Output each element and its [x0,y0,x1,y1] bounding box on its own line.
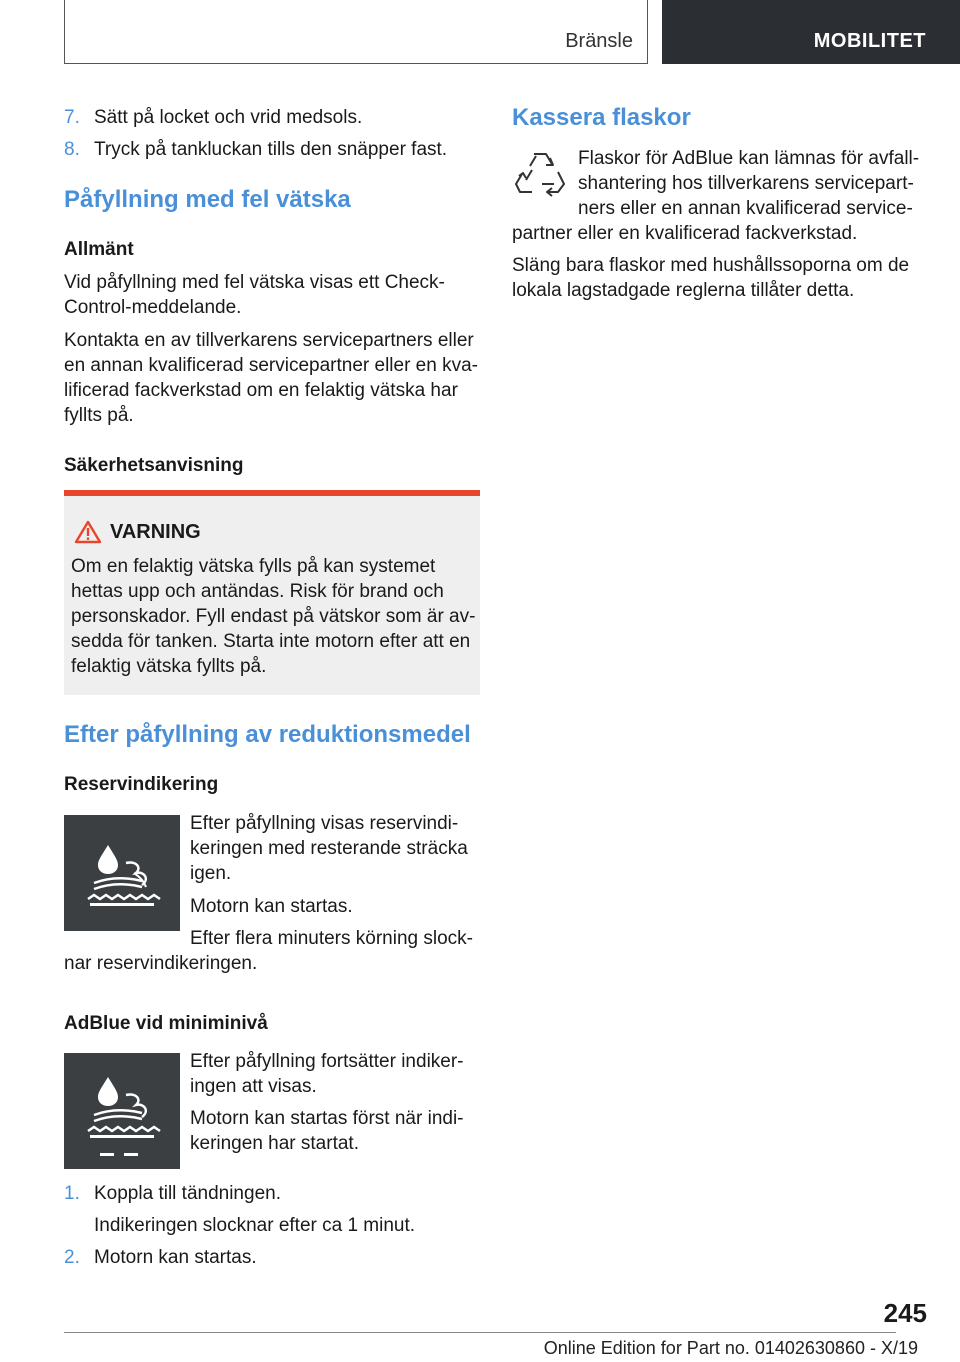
text-line: en annan kvalificerad servicepartner eller en kva- [64,355,478,376]
footer-edition: Online Edition for Part no. 01402630860 - X/19 [543,1338,918,1358]
paragraph [64,328,480,428]
step-text: Sätt på locket och vrid medsols. [94,107,363,128]
text-line: Motorn kan startas först när indi- [190,1108,464,1129]
warning-title: VARNING [110,521,201,543]
step-number: 8. [64,139,80,160]
text-line: nar reservindikeringen. [64,953,258,974]
text-line: shantering hos tillverkarens servicepart- [578,173,914,194]
heading-wrong-fluid: Påfyllning med fel vätska [64,186,351,213]
subheading-minimum: AdBlue vid miniminivå [64,1013,268,1034]
paragraph: Motorn kan startas. [190,896,353,917]
page-number: 245 [883,1298,927,1328]
recycling-icon [514,148,566,200]
adblue-minimum-icon [64,1053,180,1169]
paragraph [578,146,918,221]
step-text: Koppla till tändningen. [94,1183,281,1204]
text-line: felaktig vätska fyllts på. [71,656,267,677]
text-line: personskador. Fyll endast på vätskor som är av- [71,606,476,627]
text-line: Efter påfyllning visas reservindi- [190,813,459,834]
header-section-box [64,0,648,64]
text-line: keringen med resterande sträcka [190,838,468,859]
footer-divider [64,1332,896,1333]
minimum-indicator-image [64,1053,180,1169]
warning-box [64,490,480,695]
paragraph [190,1049,480,1099]
heading-dispose-bottles: Kassera flaskor [512,104,691,131]
text-line: Vid påfyllning med fel vätska visas ett Check- [64,272,445,293]
text-line: Släng bara flaskor med hushållssoporna om de [512,255,910,276]
text-line: ingen att visas. [190,1076,317,1097]
text-line: ners eller en annan kvalificerad service- [578,198,913,219]
text-line: Efter flera minuters körning slock- [190,928,473,949]
header-chapter-box [662,0,960,64]
text-line: partner eller en kvalificerad fackverkstad. [512,223,858,244]
adblue-reserve-icon [64,815,180,931]
warning-text [71,554,477,679]
text-line: Efter påfyllning fortsätter indiker- [190,1051,464,1072]
subheading-reserve: Reservindikering [64,774,219,795]
warning-triangle-icon [74,520,102,544]
reserve-indicator-image [64,815,180,931]
text-line: fyllts på. [64,405,134,426]
text-line: Kontakta en av tillverkarens servicepartners eller [64,330,474,351]
step-number: 2. [64,1247,80,1268]
text-line: keringen har startat. [190,1133,359,1154]
subheading-general: Allmänt [64,239,134,260]
paragraph [64,270,480,320]
step-number: 7. [64,107,80,128]
text-line: igen. [190,863,232,884]
text-line: Flaskor för AdBlue kan lämnas för avfall- [578,148,920,169]
step-text: Tryck på tankluckan tills den snäpper fast. [94,139,448,160]
paragraph [512,253,916,303]
text-line: hettas upp och antändas. Risk för brand och [71,581,444,602]
header-section-title: Bränsle [565,30,633,52]
text-line: lokala lagstadgade reglerna tillåter detta. [512,280,855,301]
paragraph [190,1106,480,1156]
text-line: Control-meddelande. [64,297,242,318]
heading-after-refill: Efter påfyllning av reduktionsmedel [64,721,471,748]
text-line: Om en felaktig vätska fylls på kan systemet [71,556,436,577]
step-text: Motorn kan startas. [94,1247,257,1268]
subheading-safety: Säkerhetsanvisning [64,455,244,476]
step-subtext: Indikeringen slocknar efter ca 1 minut. [94,1215,416,1236]
step-number: 1. [64,1183,80,1204]
header-chapter-title: MOBILITET [813,30,926,52]
paragraph [190,811,480,886]
text-line: sedda för tanken. Starta inte motorn efter att en [71,631,471,652]
text-line: lificerad fackverkstad om en felaktig vätska har [64,380,458,401]
